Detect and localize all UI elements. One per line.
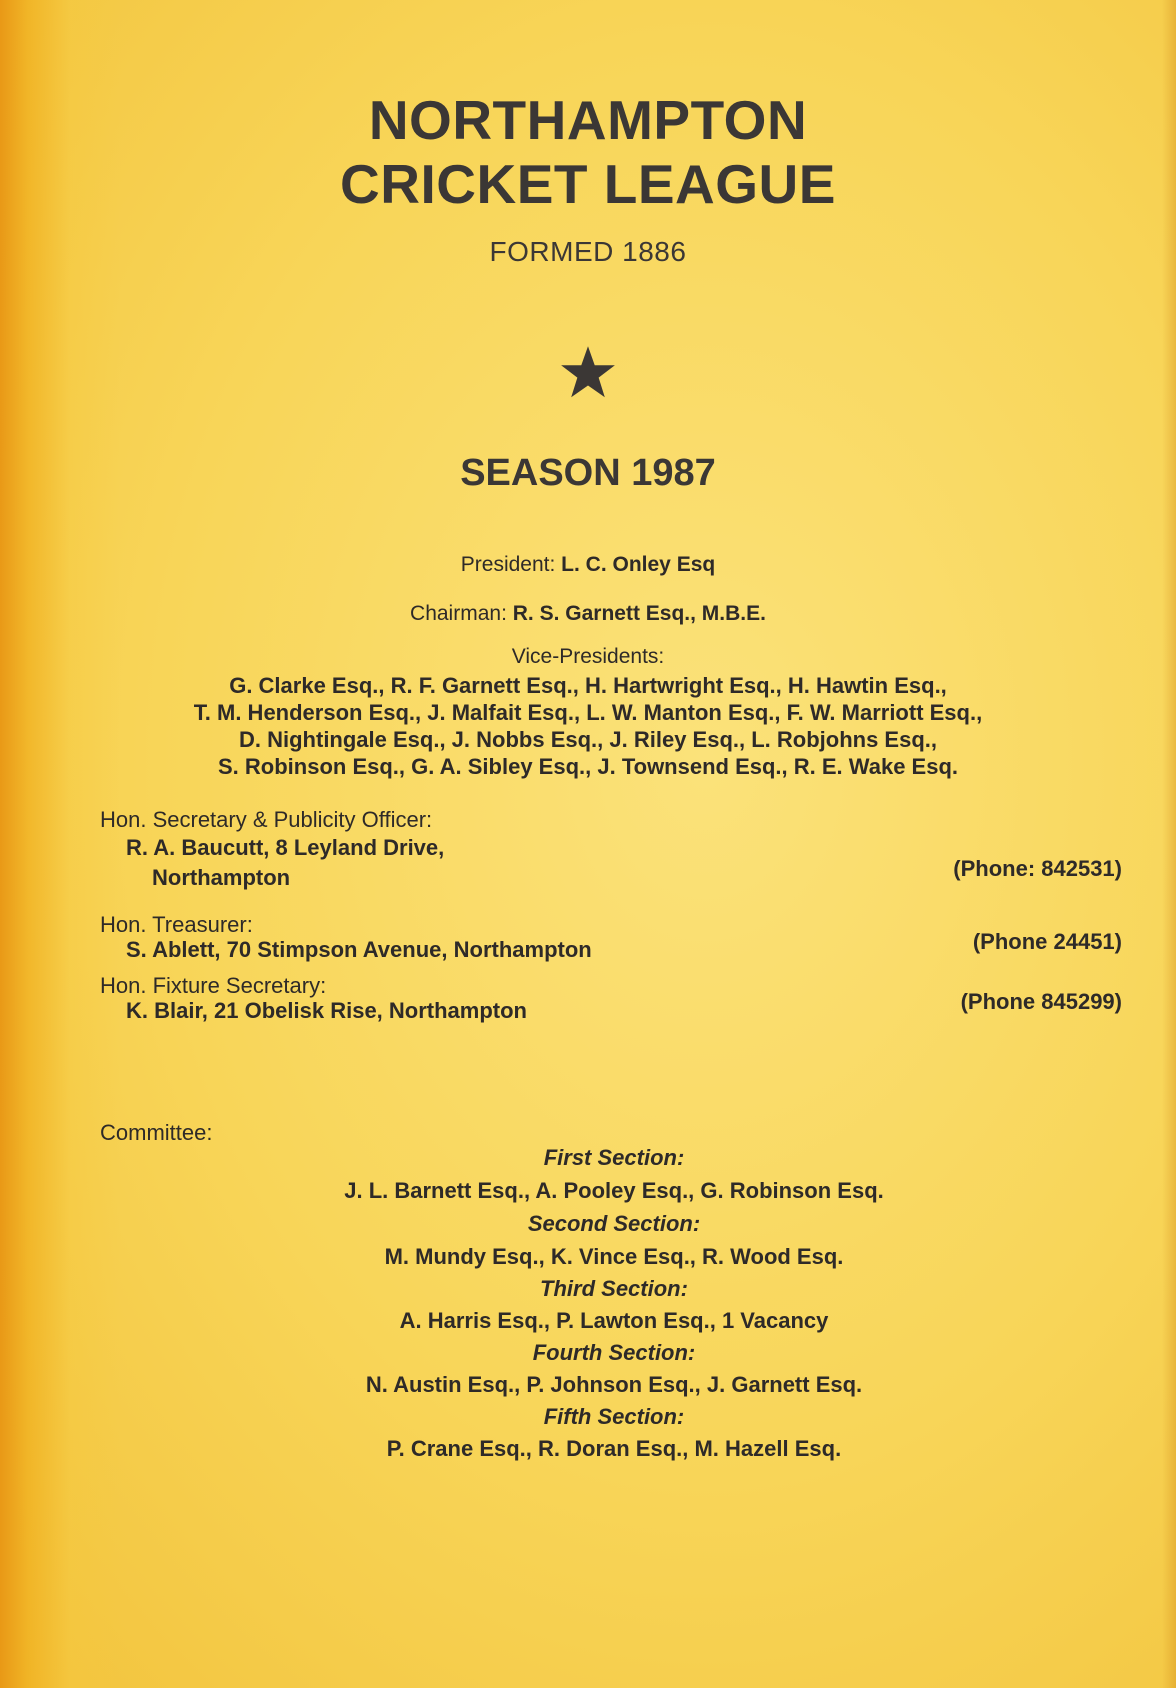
section-members: N. Austin Esq., P. Johnson Esq., J. Garnett Esq.	[365, 1372, 863, 1397]
committee-section-first	[26, 1142, 1176, 1208]
section-heading: Second Section:	[527, 1211, 701, 1236]
section-heading: First Section:	[543, 1145, 685, 1170]
section-members: M. Mundy Esq., K. Vince Esq., R. Wood Esq.	[384, 1244, 844, 1269]
chairman-line	[0, 601, 1176, 627]
vice-presidents-label: Vice-Presidents:	[511, 645, 665, 668]
fixture-secretary-phone: (Phone 845299)	[960, 989, 1122, 1014]
star-icon	[560, 345, 616, 399]
section-heading: Fourth Section:	[532, 1340, 696, 1365]
hon-secretary-address-2: Northampton	[152, 865, 291, 890]
hon-treasurer-address: S. Ablett, 70 Stimpson Avenue, Northampton	[126, 937, 592, 962]
fixture-secretary-label: Hon. Fixture Secretary:	[100, 973, 327, 998]
title-line-2: CRICKET LEAGUE	[340, 153, 836, 215]
vice-presidents-line: S. Robinson Esq., G. A. Sibley Esq., J. Townsend Esq., R. E. Wake Esq.	[218, 754, 958, 779]
hon-treasurer-label: Hon. Treasurer:	[100, 912, 253, 937]
season-heading: SEASON 1987	[460, 452, 716, 494]
section-members: J. L. Barnett Esq., A. Pooley Esq., G. Robinson Esq.	[344, 1178, 884, 1203]
section-members: P. Crane Esq., R. Doran Esq., M. Hazell Esq.	[386, 1436, 842, 1461]
hon-secretary-phone: (Phone: 842531)	[953, 856, 1122, 881]
hon-treasurer-phone: (Phone 24451)	[972, 929, 1122, 954]
formed-year: FORMED 1886	[489, 236, 687, 267]
committee-section-second	[26, 1208, 1176, 1274]
vice-presidents-list	[0, 672, 1176, 780]
chairman-name: R. S. Garnett Esq., M.B.E.	[512, 602, 766, 625]
committee-section-third	[26, 1274, 1176, 1338]
section-members: A. Harris Esq., P. Lawton Esq., 1 Vacancy	[399, 1308, 829, 1333]
committee-sections	[26, 1142, 1176, 1466]
vice-presidents-line: G. Clarke Esq., R. F. Garnett Esq., H. Hartwright Esq., H. Hawtin Esq.,	[229, 673, 947, 698]
president-line	[0, 552, 1176, 578]
fixture-secretary-address: K. Blair, 21 Obelisk Rise, Northampton	[126, 998, 527, 1023]
president-name: L. C. Onley Esq	[561, 553, 716, 576]
section-heading: Fifth Section:	[543, 1404, 685, 1429]
committee-label: Committee:	[100, 1120, 213, 1145]
committee-section-fifth	[26, 1402, 1176, 1466]
chairman-label: Chairman:	[410, 602, 507, 625]
vice-presidents-line: T. M. Henderson Esq., J. Malfait Esq., L. W. Manton Esq., F. W. Marriott Esq.,	[193, 700, 983, 725]
title-line-1: NORTHAMPTON	[368, 89, 808, 151]
committee-section-fourth	[26, 1338, 1176, 1402]
president-label: President:	[460, 553, 556, 576]
hon-secretary-address-1: R. A. Baucutt, 8 Leyland Drive,	[126, 835, 445, 860]
league-title	[0, 88, 1176, 216]
section-heading: Third Section:	[540, 1276, 688, 1301]
hon-secretary-label: Hon. Secretary & Publicity Officer:	[100, 807, 433, 832]
vice-presidents-line: D. Nightingale Esq., J. Nobbs Esq., J. Riley Esq., L. Robjohns Esq.,	[239, 727, 937, 752]
